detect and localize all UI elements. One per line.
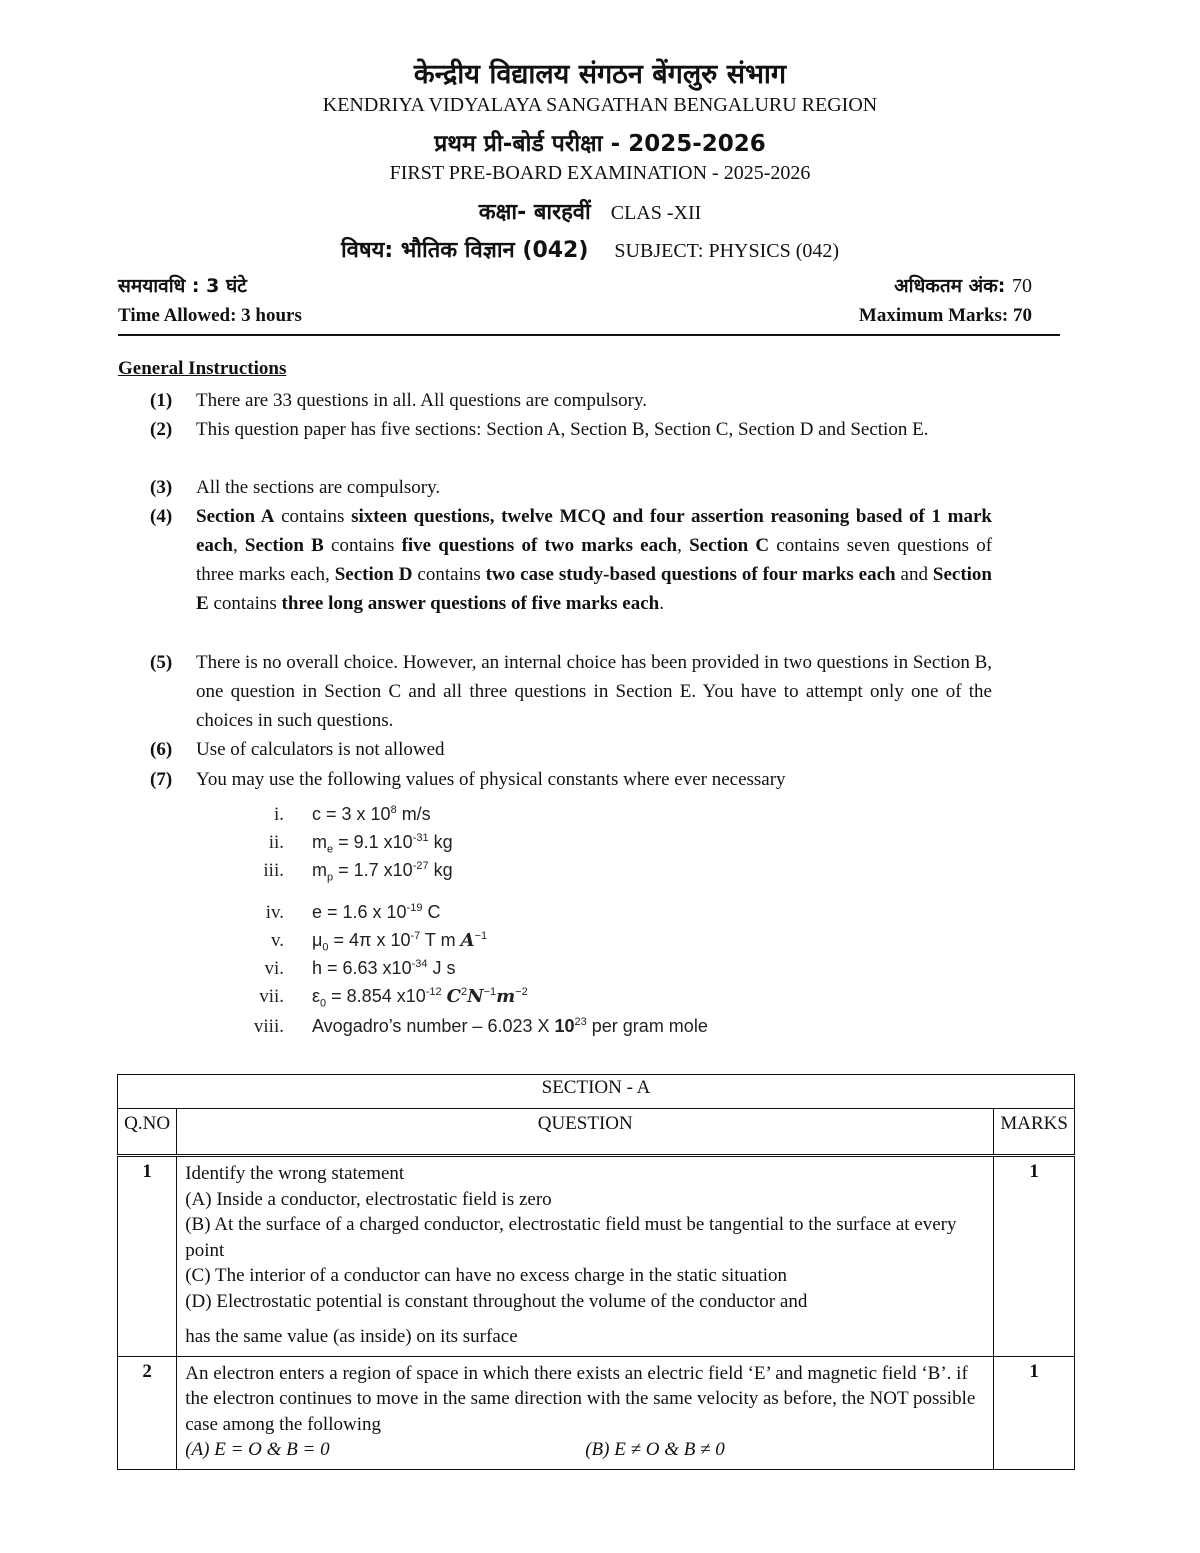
question-option: (C) The interior of a conductor can have no excess charge in the static situation xyxy=(185,1265,788,1286)
constant-text: c = 3 x 10 xyxy=(312,804,391,824)
hindi-marks-label: अधिकतम अंक: xyxy=(894,275,1006,297)
constant-text: kg xyxy=(428,832,453,852)
section-title: SECTION - A xyxy=(118,1075,1075,1109)
instruction-number: (7) xyxy=(150,769,173,790)
column-header-row xyxy=(118,1109,1075,1156)
constant-sub: 0 xyxy=(322,941,329,954)
constant-sup: -12 xyxy=(425,986,442,998)
constant-roman: iv. xyxy=(265,902,284,923)
instruction-item xyxy=(150,415,992,444)
constant-text: Avogadro’s number – 6.023 X xyxy=(312,1016,555,1036)
constant-sup: −1 xyxy=(483,986,497,998)
hindi-time-label: समयावधि : xyxy=(118,275,200,297)
instruction-item xyxy=(150,386,992,415)
instruction-bold-part: Section A xyxy=(196,506,275,527)
constant-unit: N xyxy=(467,986,484,1007)
constant-sub: 0 xyxy=(320,997,327,1010)
hindi-time xyxy=(118,272,247,298)
hindi-exam-title: प्रथम प्री-बोर्ड परीक्षा - 2025-2026 xyxy=(434,131,766,157)
instruction-bold-part: sixteen questions, twelve MCQ and four assertion reasoning based of 1 mark each xyxy=(196,506,992,556)
question-marks: 1 xyxy=(994,1356,1075,1469)
hindi-marks xyxy=(894,272,1032,298)
instruction-text: This question paper has five sections: Section A, Section B, Section C, Section D and Section E. xyxy=(196,419,929,440)
subject-line xyxy=(0,234,1190,264)
question-line: Identify the wrong statement xyxy=(185,1163,405,1184)
constant-sup: -19 xyxy=(406,902,423,914)
instruction-bold-part: Section D xyxy=(334,564,413,585)
question-option: (A) Inside a conductor, electrostatic field is zero xyxy=(185,1188,552,1210)
constant-sup: -27 xyxy=(412,860,429,872)
instruction-item xyxy=(150,473,992,502)
question-number: 1 xyxy=(118,1156,177,1357)
question-option: (D) Electrostatic potential is constant throughout the volume of the conductor and xyxy=(185,1290,808,1312)
constant-text: = 1.7 x10 xyxy=(333,860,413,880)
instruction-bold-part: two case study-based questions of four marks each xyxy=(485,564,896,585)
english-class: CLAS -XII xyxy=(610,202,702,224)
constant-sup: 23 xyxy=(574,1016,587,1028)
instruction-part: contains xyxy=(208,593,282,614)
header-divider xyxy=(118,334,1060,336)
instruction-part: contains xyxy=(323,535,402,556)
constant-item xyxy=(238,986,528,1010)
instruction-part: , xyxy=(232,535,245,556)
instruction-bold-part: Section B xyxy=(244,535,324,556)
hindi-subject: विषय: भौतिक विज्ञान (042) xyxy=(340,238,589,263)
constant-item xyxy=(238,902,440,924)
constant-item xyxy=(238,804,431,826)
english-org-title: KENDRIYA VIDYALAYA SANGATHAN BENGALURU REGION xyxy=(322,94,878,116)
constant-text: kg xyxy=(428,860,453,880)
constant-sup: −1 xyxy=(474,930,488,942)
time-allowed: Time Allowed: 3 hours xyxy=(118,305,302,326)
section-header-row xyxy=(118,1075,1075,1109)
constant-sup: -31 xyxy=(412,832,429,844)
table-row xyxy=(118,1156,1075,1357)
col-marks-header: MARKS xyxy=(994,1109,1075,1156)
hindi-time-value: 3 घंटे xyxy=(206,275,247,297)
instruction-bold-part: five questions of two marks each xyxy=(401,535,678,556)
english-subject: SUBJECT: PHYSICS (042) xyxy=(614,240,840,262)
instruction-text: You may use the following values of physical constants where ever necessary xyxy=(196,769,786,790)
constant-sub: e xyxy=(327,843,334,856)
instruction-bold-part: Section E xyxy=(196,564,992,614)
constant-roman: v. xyxy=(270,930,284,951)
hindi-class: कक्षा- बारहवीं xyxy=(478,200,591,225)
constant-text: C xyxy=(422,902,441,922)
question-line: has the same value (as inside) on its surface xyxy=(185,1326,518,1347)
hindi-marks-value: 70 xyxy=(1012,275,1032,297)
constant-text: = 8.854 x10 xyxy=(326,986,426,1006)
col-question-header: QUESTION xyxy=(177,1109,994,1156)
constant-unit: C xyxy=(446,986,461,1007)
constant-sup: −2 xyxy=(515,986,528,998)
constant-roman: vi. xyxy=(264,958,284,979)
question-number: 2 xyxy=(118,1356,177,1469)
instruction-part: contains seven questions of three marks each, xyxy=(196,535,993,585)
instruction-number: (1) xyxy=(150,390,173,411)
instruction-text: Use of calculators is not allowed xyxy=(196,739,445,760)
constant-text: μ xyxy=(312,930,323,950)
question-option: (B) At the surface of a charged conductor, electrostatic field must be tangential to the surface at every point xyxy=(185,1214,957,1261)
constant-item xyxy=(238,832,453,856)
instruction-part: contains xyxy=(274,506,352,527)
constant-sup: -34 xyxy=(411,958,428,970)
question-options xyxy=(185,1437,985,1463)
constant-roman: iii. xyxy=(263,860,284,881)
instruction-text: There are 33 questions in all. All questions are compulsory. xyxy=(196,390,647,411)
constant-number: 10 xyxy=(554,1016,575,1036)
constant-text: per gram mole xyxy=(586,1016,708,1036)
constant-text: = 4π x 10 xyxy=(328,930,411,950)
constant-text: m xyxy=(312,832,327,852)
constant-text: h = 6.63 x10 xyxy=(312,958,412,978)
question-option: (A) E = O & B = 0 xyxy=(185,1439,330,1460)
instruction-item xyxy=(150,765,992,794)
table-row xyxy=(118,1356,1075,1469)
constant-unit: m xyxy=(496,986,516,1007)
instruction-number: (5) xyxy=(150,652,173,673)
instruction-number: (4) xyxy=(150,506,173,527)
constant-sup: 2 xyxy=(461,986,468,998)
instruction-part: contains xyxy=(412,564,486,585)
constant-roman: vii. xyxy=(259,986,284,1007)
question-marks: 1 xyxy=(994,1156,1075,1357)
constant-text: m/s xyxy=(396,804,431,824)
constant-roman: viii. xyxy=(253,1016,284,1037)
constant-text: e = 1.6 x 10 xyxy=(312,902,407,922)
constant-roman: i. xyxy=(273,804,284,825)
hindi-org-title: केन्द्रीय विद्यालय संगठन बेंगलुरु संभाग xyxy=(413,59,787,90)
constant-sub: p xyxy=(327,871,334,884)
instruction-text: There is no overall choice. However, an internal choice has been provided in two questions in Section B, one question in Section C and all three questions in Section E. You have to attempt only one of the choices in such questions. xyxy=(196,652,992,731)
section-a-table xyxy=(117,1074,1075,1470)
instruction-part: and xyxy=(895,564,933,585)
constant-text: ε xyxy=(312,986,321,1006)
constant-text: = 9.1 x10 xyxy=(333,832,413,852)
constant-item xyxy=(238,1016,708,1038)
time-marks-row xyxy=(118,305,1032,327)
hindi-time-marks-row xyxy=(118,272,1032,298)
constant-roman: ii. xyxy=(268,832,284,853)
col-qno-header: Q.NO xyxy=(118,1109,177,1156)
class-line xyxy=(0,196,1190,226)
instruction-number: (2) xyxy=(150,419,173,440)
constant-text: m xyxy=(312,860,327,880)
constant-item xyxy=(238,930,487,954)
question-option: (B) E ≠ O & B ≠ 0 xyxy=(585,1439,725,1460)
instruction-part: . xyxy=(659,593,664,614)
maximum-marks: Maximum Marks: 70 xyxy=(858,305,1032,326)
constant-sup: 8 xyxy=(390,804,397,816)
constant-text: T m xyxy=(420,930,461,950)
constant-item xyxy=(238,958,456,980)
instruction-number: (3) xyxy=(150,477,173,498)
instruction-number: (6) xyxy=(150,739,173,760)
question-line: An electron enters a region of space in which there exists an electric field ‘E’ and magnetic field ‘B’. if the electron continues to move in the same direction with the same velocity as before, the NOT possible case among the following xyxy=(185,1362,976,1435)
instruction-bold-part: three long answer questions of five marks each xyxy=(281,593,660,614)
instruction-text: All the sections are compulsory. xyxy=(196,477,441,498)
instruction-item xyxy=(150,648,992,735)
instruction-item xyxy=(150,735,992,764)
english-exam-title: FIRST PRE-BOARD EXAMINATION - 2025-2026 xyxy=(389,162,811,184)
constant-text: J s xyxy=(427,958,456,978)
constant-item xyxy=(238,860,453,884)
question-text xyxy=(177,1156,994,1357)
question-text xyxy=(177,1356,994,1469)
instruction-item xyxy=(150,502,992,618)
instruction-text xyxy=(196,502,992,618)
constant-sup: -7 xyxy=(410,930,421,942)
instruction-bold-part: Section C xyxy=(689,535,770,556)
instruction-part: , xyxy=(677,535,690,556)
constant-unit: A xyxy=(460,930,475,951)
general-instructions-heading: General Instructions xyxy=(118,358,287,379)
